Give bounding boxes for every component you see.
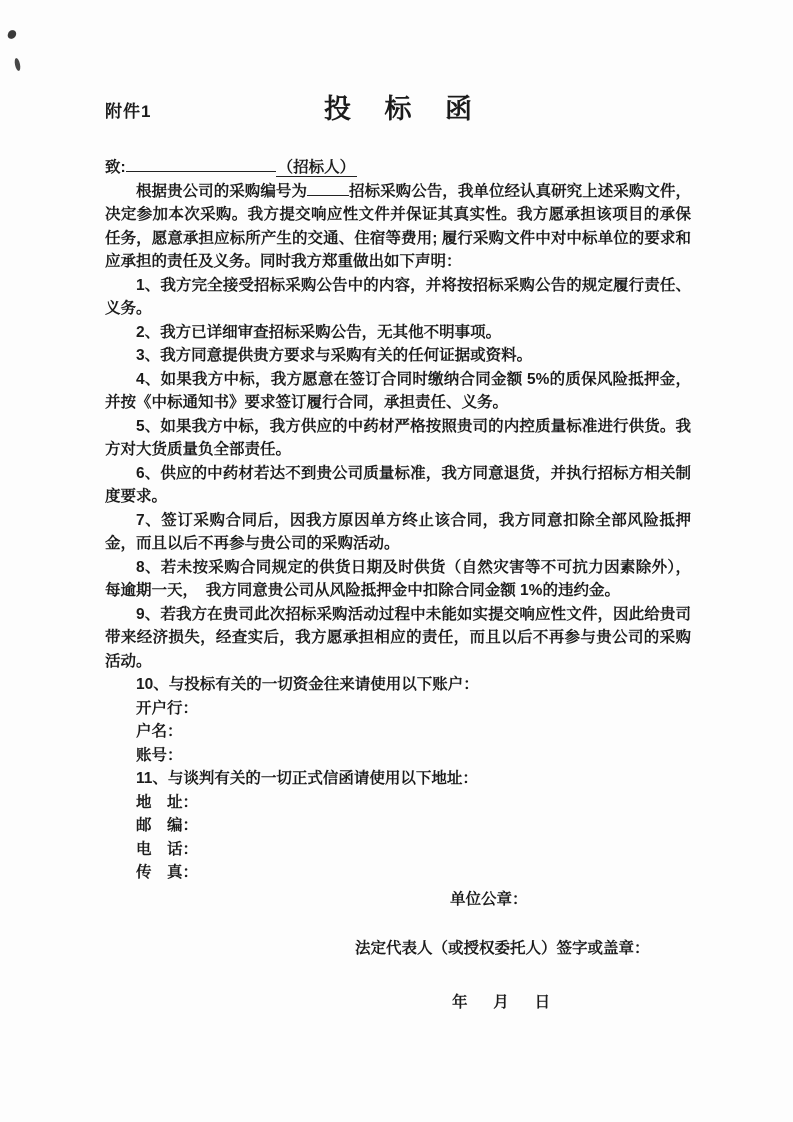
document-header — [105, 92, 691, 126]
page-title: 投 标 函 — [323, 94, 485, 124]
address-field-postcode: 邮 编： — [136, 817, 199, 834]
salutation-prefix: 致: — [105, 159, 126, 176]
salutation-line — [105, 156, 691, 180]
address-field-fax: 传 真： — [136, 864, 199, 881]
clause-9: 9、若我方在贵司此次招标采购活动过程中未能如实提交响应性文件，因此给贵司带来经济损失，经查实后，我方愿承担相应的责任，而且以后不再参与贵公司的采购活动。 — [105, 605, 691, 670]
clause-5: 5、如果我方中标，我方供应的中药材严格按照贵司的内控质量标准进行供货。我方对大货质量负全部责任。 — [105, 417, 691, 458]
address-field-address: 地 址： — [136, 793, 199, 811]
scan-artifact — [7, 29, 17, 40]
clause-11: 11、与谈判有关的一切正式信函请使用以下地址： — [136, 770, 478, 787]
clause-1: 1、我方完全接受招标采购公告中的内容，并将按招标采购公告的规定履行责任、义务。 — [105, 276, 691, 317]
recipient-blank-field — [126, 157, 276, 172]
scan-artifact — [14, 58, 22, 72]
procurement-number-blank-field — [307, 183, 349, 196]
clause-3: 3、我方同意提供贵方要求与采购有关的任何证据或资料。 — [136, 347, 533, 364]
clause-7: 7、签订采购合同后，因我方原因单方终止该合同，我方同意扣除全部风险抵押金，而且以后不再参与贵公司的采购活动。 — [105, 511, 691, 552]
date-line: 年 月 日 — [452, 993, 553, 1011]
intro-paragraph — [105, 180, 691, 274]
bank-field-account-number: 账号： — [136, 746, 183, 764]
bank-field-opening-bank: 开户行： — [136, 699, 199, 717]
attachment-label: 附件1 — [105, 102, 152, 121]
document-content — [105, 92, 691, 1014]
clause-8: 8、若未按采购合同规定的供货日期及时供货（自然灾害等不可抗力因素除外），每逾期一天， 我方同意贵公司从风险抵押金中扣除合同金额 1%的违约金。 — [105, 558, 691, 599]
recipient-label: （招标人） — [277, 159, 356, 176]
clause-10: 10、与投标有关的一切资金往来请使用以下账户： — [136, 676, 479, 693]
company-seal-label: 单位公章： — [450, 890, 528, 908]
clause-4: 4、如果我方中标，我方愿意在签订合同时缴纳合同金额 5%的质保风险抵押金，并按《中标通知书》要求签订履行合同，承担责任、义务。 — [105, 370, 691, 411]
intro-text-before-blank: 根据贵公司的采购编号为 — [136, 182, 307, 200]
bank-field-account-name: 户名： — [136, 723, 183, 740]
clause-2: 2、我方已详细审查招标采购公告，无其他不明事项。 — [136, 323, 502, 341]
address-field-phone: 电 话： — [136, 840, 199, 858]
intro-text-after-blank: 招标采购公告，我单位经认真研究上述采购文件，决定参加本次采购。我方提交响应性文件并保证其真实性。我方愿承担该项目的承保任务，愿意承担应标所产生的交通、住宿等费用; 履行采购文件中对中标单位的要求和应承担的责任及义务。同时我方郑重做出如下声明： — [105, 182, 691, 270]
legal-representative-signature-label: 法定代表人（或授权委托人）签字或盖章： — [355, 940, 650, 957]
clause-6: 6、供应的中药材若达不到贵公司质量标准，我方同意退货，并执行招标方相关制度要求。 — [105, 464, 691, 505]
